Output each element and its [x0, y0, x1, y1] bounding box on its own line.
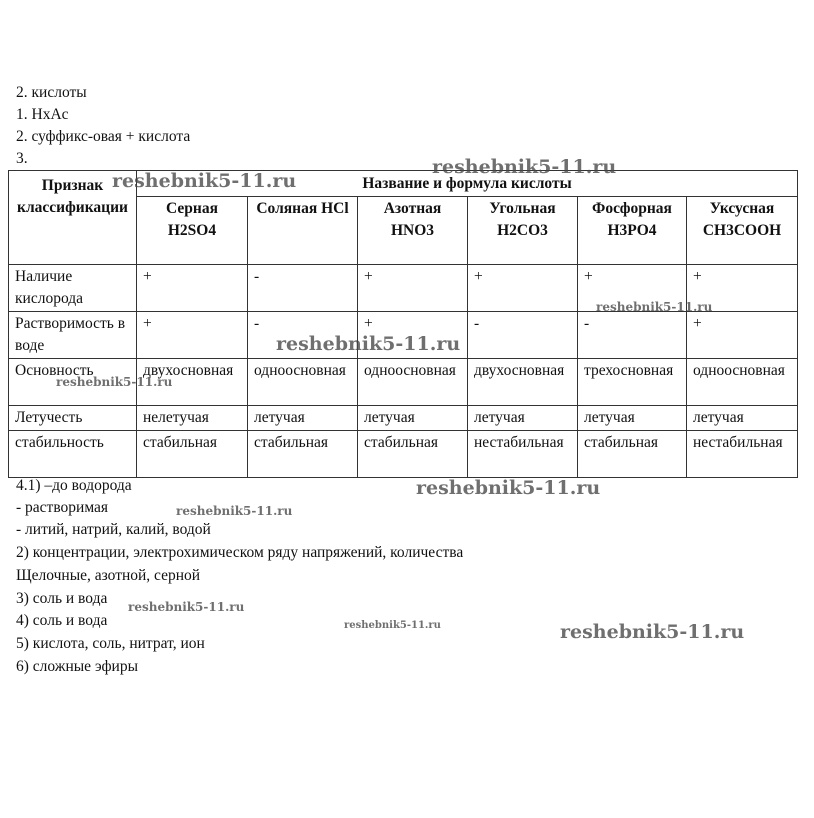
watermark: reshebnik5-11.ru: [56, 375, 173, 389]
acid-header: Угольная H2CO3: [468, 197, 578, 265]
table-cell: летучая: [468, 406, 578, 431]
table-cell: +: [358, 312, 468, 359]
row-label: Растворимость в воде: [9, 312, 137, 359]
table-cell: нестабильная: [468, 431, 578, 478]
row-label: Основность: [9, 359, 137, 406]
table-cell: одноосновная: [687, 359, 798, 406]
table-cell: летучая: [358, 406, 468, 431]
answer-line-7: 4) соль и вода: [16, 612, 108, 629]
table-cell: одноосновная: [248, 359, 358, 406]
row-label: стабильность: [9, 431, 137, 478]
watermark: reshebnik5-11.ru: [176, 504, 293, 518]
watermark: reshebnik5-11.ru: [596, 300, 713, 314]
watermark: reshebnik5-11.ru: [560, 621, 745, 643]
table-cell: -: [248, 265, 358, 312]
row-label: Летучесть: [9, 406, 137, 431]
answer-line-9: 6) сложные эфиры: [16, 658, 139, 675]
answer-line-1: 4.1) –до водорода: [16, 477, 132, 494]
table-corner-header: Признак классификации: [9, 171, 137, 265]
table-cell: +: [137, 312, 248, 359]
table-row: [9, 265, 798, 312]
table-cell: -: [248, 312, 358, 359]
table-cell: нелетучая: [137, 406, 248, 431]
table-cell: одноосновная: [358, 359, 468, 406]
table-cell: стабильная: [358, 431, 468, 478]
table-cell: +: [137, 265, 248, 312]
acid-header: Серная H2SO4: [137, 197, 248, 265]
watermark: reshebnik5-11.ru: [432, 156, 617, 178]
watermark: reshebnik5-11.ru: [344, 620, 441, 631]
table-cell: +: [687, 265, 798, 312]
table-cell: -: [468, 312, 578, 359]
table-cell: +: [687, 312, 798, 359]
answer-line-4: 2) концентрации, электрохимическом ряду напряжений, количества: [16, 544, 464, 561]
acid-header: Уксусная CH3COOH: [687, 197, 798, 265]
table-cell: +: [358, 265, 468, 312]
intro-line-3: 2. суффикс-овая + кислота: [16, 128, 191, 145]
intro-line-2: 1. HxAc: [16, 106, 69, 123]
row-label: Наличие кислорода: [9, 265, 137, 312]
table-cell: трехосновная: [578, 359, 687, 406]
table-cell: нестабильная: [687, 431, 798, 478]
answer-line-3: - литий, натрий, калий, водой: [16, 521, 211, 538]
table-cell: летучая: [578, 406, 687, 431]
table-row: [9, 406, 798, 431]
table-title-header: Название и формула кислоты: [137, 171, 798, 197]
table-cell: летучая: [248, 406, 358, 431]
table-row: [9, 431, 798, 478]
answer-line-8: 5) кислота, соль, нитрат, ион: [16, 635, 205, 652]
table-row: [9, 312, 798, 359]
answer-line-2: - растворимая: [16, 499, 109, 516]
intro-line-1: 2. кислоты: [16, 84, 87, 101]
table-cell: летучая: [687, 406, 798, 431]
acid-header: Азотная HNO3: [358, 197, 468, 265]
table-cell: +: [578, 265, 687, 312]
table-cell: +: [468, 265, 578, 312]
table-cell: -: [578, 312, 687, 359]
watermark: reshebnik5-11.ru: [276, 333, 461, 355]
table-cell: стабильная: [137, 431, 248, 478]
answer-line-6: 3) соль и вода: [16, 590, 108, 607]
table-row: [9, 359, 798, 406]
answer-line-5: Щелочные, азотной, серной: [16, 567, 201, 584]
acid-header: Фосфорная H3PO4: [578, 197, 687, 265]
acids-table: [8, 170, 798, 478]
acid-header: Соляная HCl: [248, 197, 358, 265]
table-cell: двухосновная: [137, 359, 248, 406]
intro-line-4: 3.: [16, 150, 28, 167]
watermark: reshebnik5-11.ru: [112, 170, 297, 192]
watermark: reshebnik5-11.ru: [416, 477, 601, 499]
table-cell: стабильная: [248, 431, 358, 478]
watermark: reshebnik5-11.ru: [128, 600, 245, 614]
table-cell: двухосновная: [468, 359, 578, 406]
table-cell: стабильная: [578, 431, 687, 478]
